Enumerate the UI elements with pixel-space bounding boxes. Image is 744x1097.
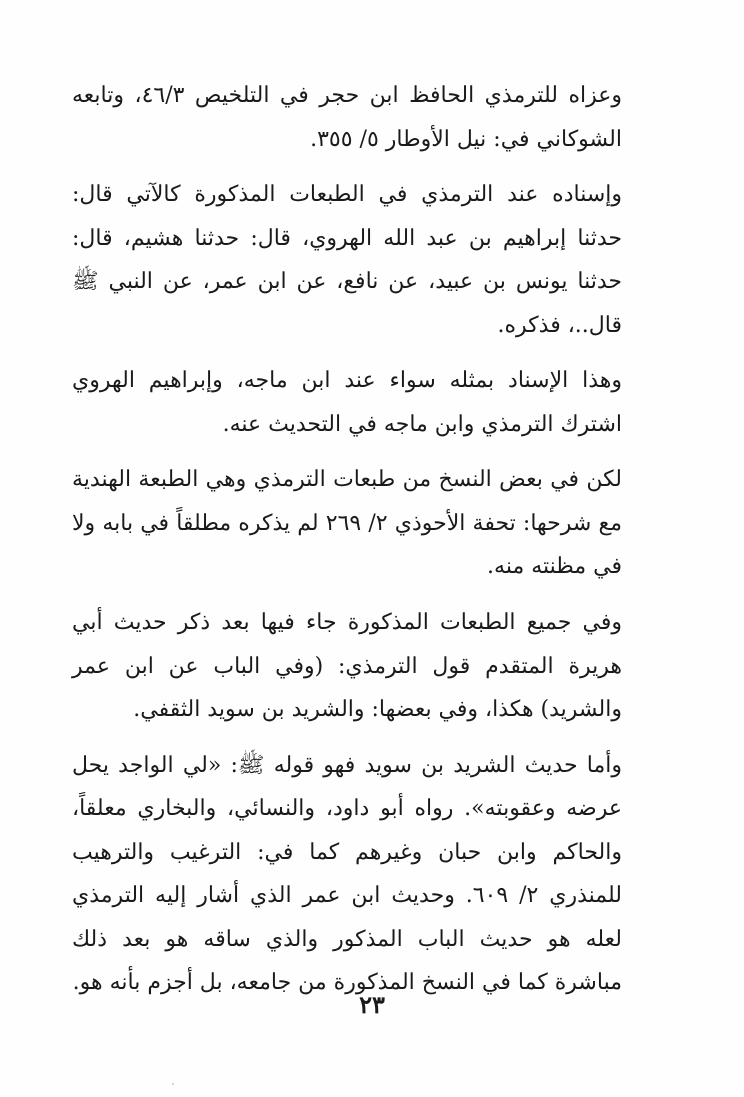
paragraph-5: وفي جميع الطبعات المذكورة جاء فيها بعد ذكر حديث أبي هريرة المتقدم قول الترمذي: (وفي الباب عن ابن عمر والشريد) هكذا، وفي بعضها: والشريد بن سويد الثقفي. bbox=[72, 610, 622, 723]
paragraph-4: لكن في بعض النسخ من طبعات الترمذي وهي الطبعة الهندية مع شرحها: تحفة الأحوذي ٢/ ٢٦٩ لم يذكره مطلقاً في بابه ولا في مظنته منه. bbox=[72, 467, 622, 580]
paragraph-1: وعزاه للترمذي الحافظ ابن حجر في التلخيص ٤٦/٣، وتابعه الشوكاني في: نيل الأوطار ٥/ ٣٥٥. bbox=[72, 83, 622, 152]
paragraph-6: وأما حديث الشريد بن سويد فهو قوله ﷺ: «لي الواجد يحل عرضه وعقوبته». رواه أبو داود، والنسائي، والبخاري معلقاً، والحاكم وابن حبان وغيرهم كما في: الترغيب والترهيب للمنذري ٢/ ٦٠٩. وحديث ابن عمر الذي أشار إليه الترمذي لعله هو حديث الباب المذكور والذي ساقه هو بعد ذلك مباشرة كما في النسخ المذكورة من جامعه، بل أجزم بأنه هو. bbox=[72, 752, 623, 996]
page-number: ٢٣ bbox=[359, 990, 385, 1019]
paragraph-3: وهذا الإسناد بمثله سواء عند ابن ماجه، وإبراهيم الهروي اشترك الترمذي وابن ماجه في التحديث عنه. bbox=[72, 368, 622, 437]
body-text bbox=[72, 74, 622, 1017]
paragraph-2: وإسناده عند الترمذي في الطبعات المذكورة كالآتي قال: حدثنا إبراهيم بن عبد الله الهروي، قال: حدثنا هشيم، قال: حدثنا يونس بن عبيد، عن نافع، عن ابن عمر، عن النبي ﷺ قال..، فذكره. bbox=[72, 182, 622, 338]
scan-speck bbox=[172, 1083, 174, 1085]
